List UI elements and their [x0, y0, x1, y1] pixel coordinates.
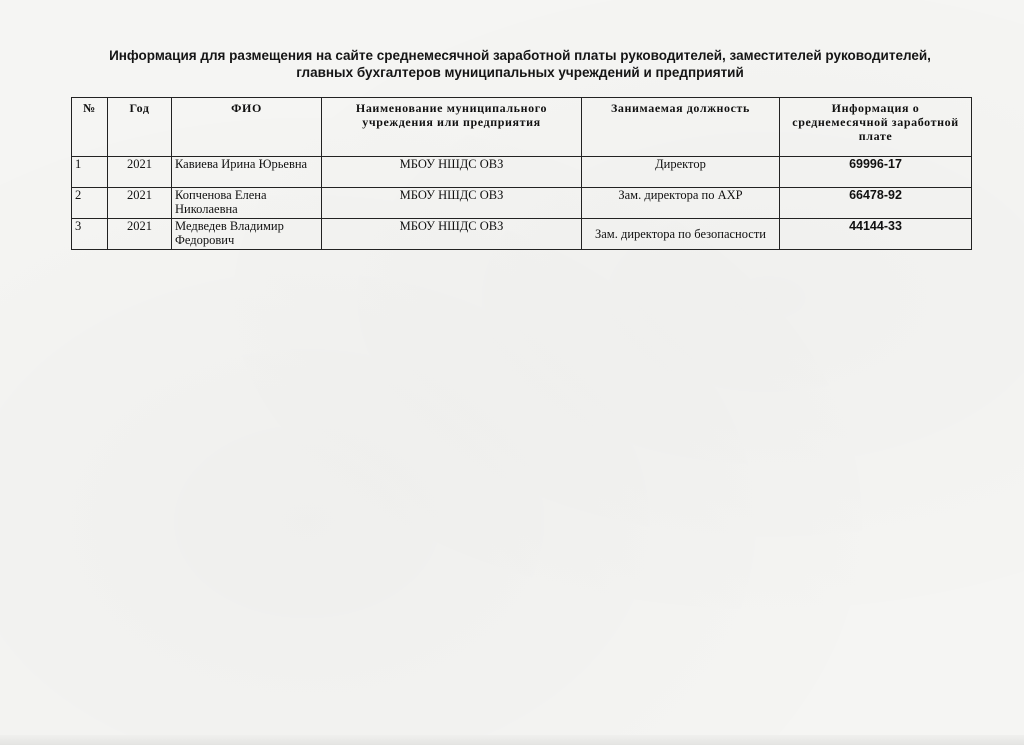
cell-position: Директор	[582, 157, 780, 188]
scan-bottom-edge	[0, 735, 1024, 745]
salary-table	[71, 97, 972, 250]
cell-num: 3	[72, 219, 108, 250]
cell-position: Зам. директора по АХР	[582, 188, 780, 219]
document-title: Информация для размещения на сайте среднемесячной заработной платы руководителей, заместителей руководителей, главных бухгалтеров муниципальных учреждений и предприятий	[109, 48, 931, 80]
cell-num: 1	[72, 157, 108, 188]
cell-fio: Медведев Владимир Федорович	[172, 219, 322, 250]
table-row	[72, 157, 972, 188]
cell-fio: Копченова Елена Николаевна	[172, 188, 322, 219]
header-num: №	[72, 98, 108, 157]
cell-salary: 66478-92	[780, 188, 972, 219]
cell-year: 2021	[108, 157, 172, 188]
header-salary: Информация о среднемесячной заработной плате	[780, 98, 972, 157]
cell-year: 2021	[108, 219, 172, 250]
table-row	[72, 219, 972, 250]
header-position: Занимаемая должность	[582, 98, 780, 157]
table-row	[72, 188, 972, 219]
table-header-row	[72, 98, 972, 157]
header-fio: ФИО	[172, 98, 322, 157]
cell-year: 2021	[108, 188, 172, 219]
cell-salary: 44144-33	[780, 219, 972, 250]
cell-num: 2	[72, 188, 108, 219]
cell-position: Зам. директора по безопасности	[582, 219, 780, 250]
header-year: Год	[108, 98, 172, 157]
cell-fio: Кавиева Ирина Юрьевна	[172, 157, 322, 188]
cell-salary: 69996-17	[780, 157, 972, 188]
cell-org: МБОУ НШДС ОВЗ	[322, 219, 582, 250]
cell-org: МБОУ НШДС ОВЗ	[322, 188, 582, 219]
header-org: Наименование муниципального учреждения или предприятия	[322, 98, 582, 157]
cell-org: МБОУ НШДС ОВЗ	[322, 157, 582, 188]
